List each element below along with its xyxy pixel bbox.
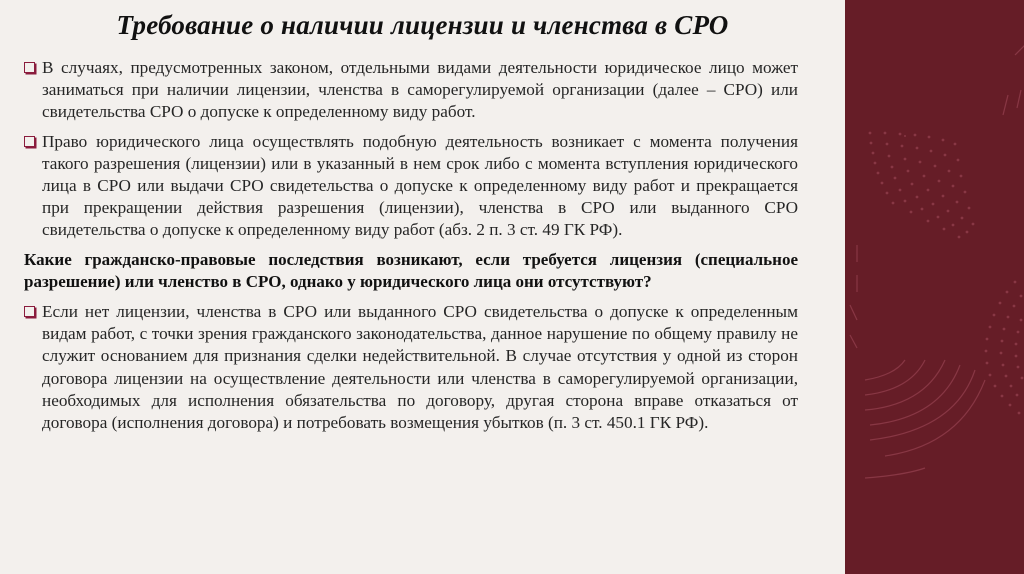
hollow-square-bullet-icon: [24, 136, 35, 147]
paragraph-text: Если нет лицензии, членства в СРО или выданного СРО свидетельства о допуске к определенным видам работ, с точки зрения гражданского законодательства, данное нарушение по общему правилу не служит основанием для признания сделки недействительной. В случае отсутствия у одной из сторон договора лицензии на осуществление деятельности или членства в саморегулируемой организации, необходимых для исполнения обязательства по договору, другая сторона вправе отказаться от договора (исполнения договора) и потребовать возмещения убытков (п. 3 ст. 450.1 ГК РФ).: [42, 302, 798, 433]
slide-body: [24, 57, 798, 441]
paragraph-text: Право юридического лица осуществлять подобную деятельность возникает с момента получения такого разрешения (лицензии) или в указанный в нем срок либо с момента вступления юридического лица в СРО или выдачи СРО свидетельства о допуске к определенному виду работ и прекращается при прекращении действия разрешения (лицензии), членства в СРО или выданного СРО свидетельства о допуске к определенному виду работ (абз. 2 п. 3 ст. 49 ГК РФ).: [42, 131, 798, 240]
decorative-dots-arcs-pattern-icon: [845, 0, 1024, 574]
bullet-paragraph-1: [24, 57, 798, 124]
hollow-square-bullet-icon: [24, 306, 35, 317]
paragraph-text: В случаях, предусмотренных законом, отдельными видами деятельности юридическое лицо может заниматься при наличии лицензии, членства в саморегулируемой организации (далее – СРО) или свидетельства СРО о допуске к определенному виду работ.: [42, 58, 798, 122]
hollow-square-bullet-icon: [24, 62, 35, 73]
slide-title: Требование о наличии лицензии и членства в СРО: [116, 10, 729, 40]
question-heading: Какие гражданско-правовые последствия возникают, если требуется лицензия (специальное разрешение) или членство в СРО, однако у юридического лица они отсутствуют?: [24, 249, 798, 291]
bullet-paragraph-3: [24, 301, 798, 434]
bullet-paragraph-2: [24, 131, 798, 242]
decorative-side-panel: [845, 0, 1024, 574]
